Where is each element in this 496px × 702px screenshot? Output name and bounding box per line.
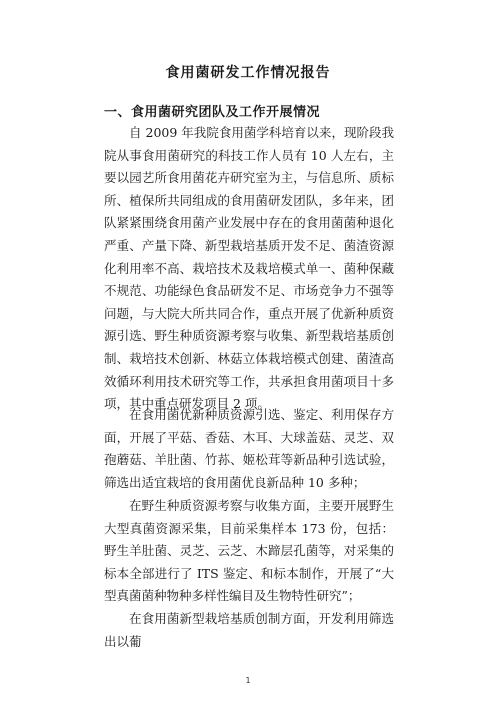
- paragraph-germplasm-selection: 在食用菌优新种质资源引选、鉴定、利用保存方面，开展了平菇、香菇、木耳、大球盖菇、灵芝、双孢蘑菇、羊肚菌、竹荪、姬松茸等新品种引选试验，筛选出适宜栽培的食用菌优良新品种 10 多种；: [104, 407, 394, 490]
- paragraph-wild-resources: 在野生种质资源考察与收集方面，主要开展野生大型真菌资源采集，目前采集样本 173 份，包括：野生羊肚菌、灵芝、云芝、木蹄层孔菌等，对采集的标本全部进行了 ITS 鉴定、和标本制作，开展了“大型真菌菌种物种多样性编目及生物特性研究”；: [104, 498, 394, 604]
- section-heading: 一、食用菌研究团队及工作开展情况: [104, 105, 321, 120]
- paragraph-team-overview: 自 2009 年我院食用菌学科培育以来，现阶段我院从事食用菌研究的科技工作人员有 10 人左右，主要以园艺所食用菌花卉研究室为主，与信息所、质标所、植保所共同组成的食用菌研发团队，多年来，团队紧紧围绕食用菌产业发展中存在的食用菌菌种退化严重、产量下降、新型栽培基质开发不足、菌渣资源化利用率不高、栽培技术及栽培模式单一、菌种保藏不规范、功能绿色食品研发不足、市场竞争力不强等问题，与大院大所共同合作，重点开展了优新种质资源引选、野生种质资源考察与收集、新型栽培基质创制、栽培技术创新、林菇立体栽培模式创建、菌渣高效循环利用技术研究等工作，共承担食用菌项目十多项，其中重点研发项目 2 项。: [104, 125, 394, 412]
- paragraph-cultivation-substrate: 在食用菌新型栽培基质创制方面，开发利用筛选出以葡: [104, 611, 394, 649]
- page-title: 食用菌研发工作情况报告: [165, 65, 331, 81]
- page-number: 1: [245, 676, 251, 685]
